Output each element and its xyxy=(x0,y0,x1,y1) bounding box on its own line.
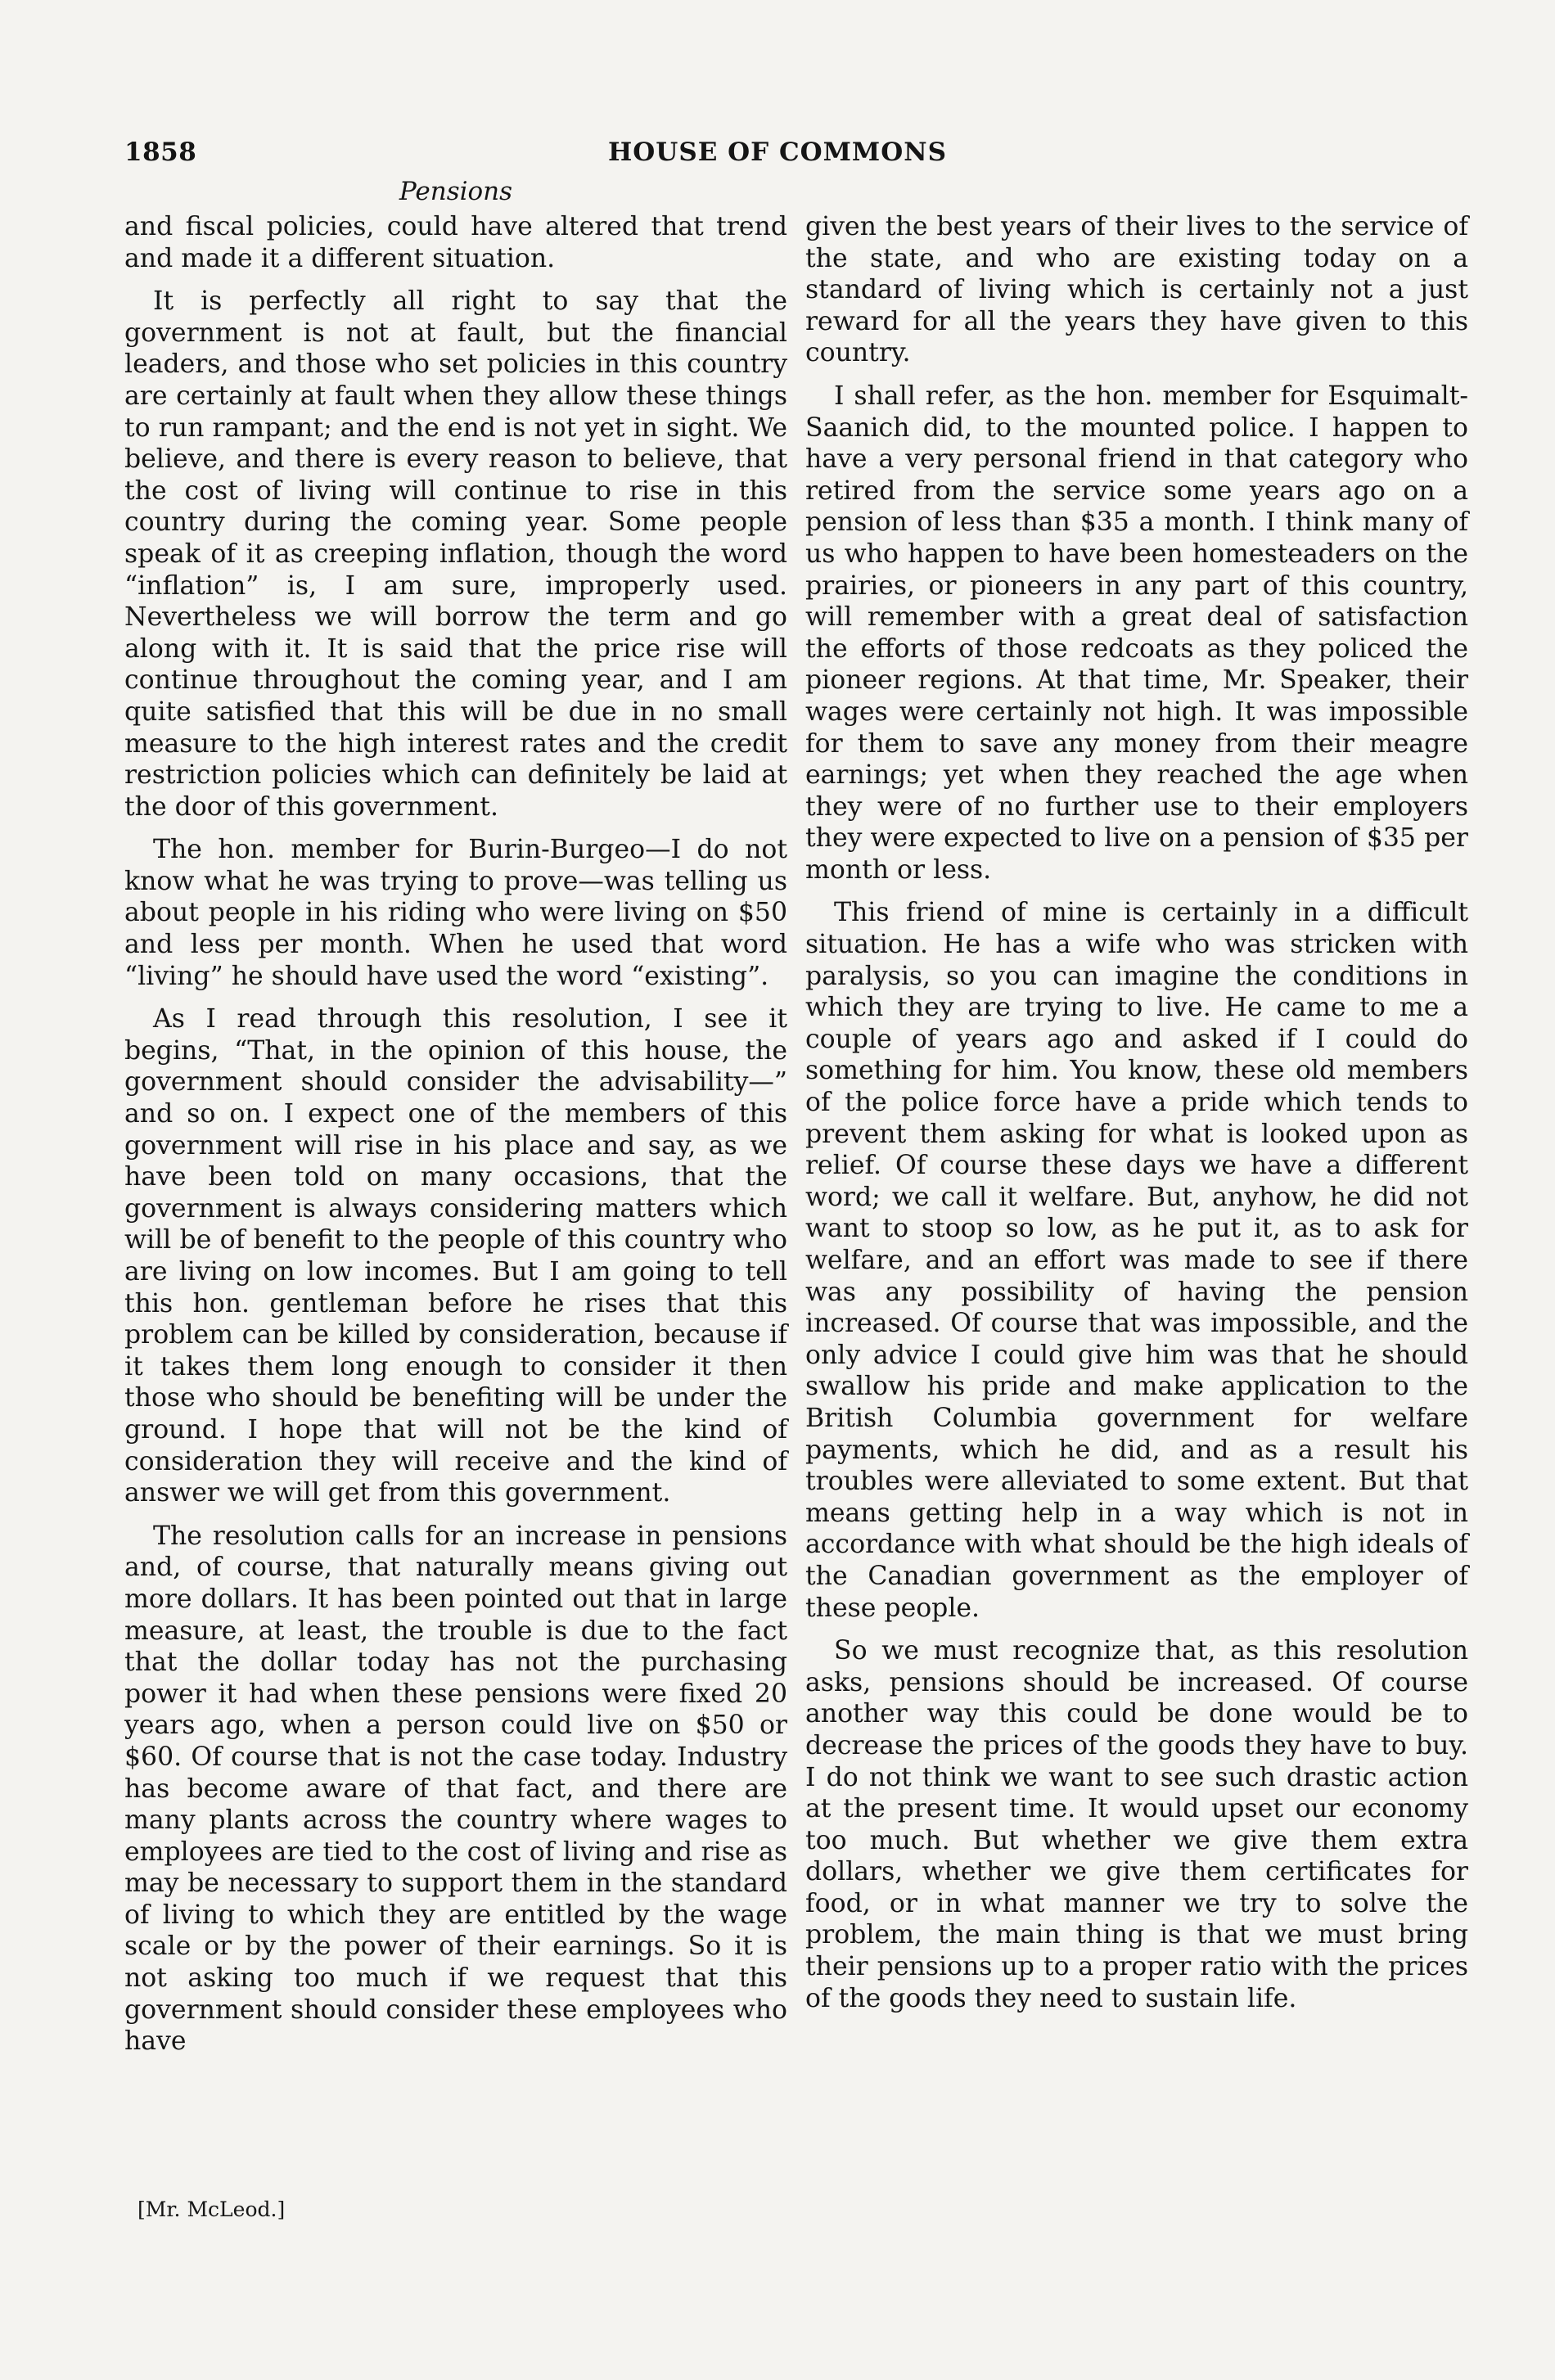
running-head: HOUSE OF COMMONS xyxy=(608,137,947,167)
right-column xyxy=(805,211,1468,2026)
paragraph: The resolution calls for an increase in pensions and, of course, that naturally means giving out more dollars. It has been pointed out that in large measure, at least, the trouble is due to the fact that the dollar today has not the purchasing power it had when these pensions were fixed 20 years ago, when a person could live on $50 or $60. Of course that is not the case today. Industry has become aware of that fact, and there are many plants across the country where wages to employees are tied to the cost of living and rise as may be necessary to support them in the standard of living to which they are entitled by the wage scale or by the power of their earnings. So it is not asking too much if we request that this government should consider these employees who have xyxy=(124,1521,787,2057)
paragraph: and fiscal policies, could have altered that trend and made it a different situation. xyxy=(124,212,787,273)
paragraph: The hon. member for Burin-Burgeo—I do not know what he was trying to prove—was telling us about people in his riding who were living on $50 and less per month. When he used that word “living” he should have used the word “existing”. xyxy=(124,835,787,991)
paragraph: So we must recognize that, as this resolution asks, pensions should be increased. Of course another way this could be done would be to decrease the prices of the goods they have to buy. I do not think we want to see such drastic action at the present time. It would upset our economy too much. But whether we give them extra dollars, whether we give them certificates for food, or in what manner we try to solve the problem, the main thing is that we must bring their pensions up to a proper ratio with the prices of the goods they need to sustain life. xyxy=(805,1636,1468,2013)
page-number: 1858 xyxy=(124,137,197,167)
paragraph: It is perfectly all right to say that the government is not at fault, but the financial leaders, and those who set policies in this country are certainly at fault when they allow these things to run rampant; and the end is not yet in sight. We believe, and there is every reason to believe, that the cost of living will continue to rise in this country during the coming year. Some people speak of it as creeping inflation, though the word “inflation” is, I am sure, improperly used. Nevertheless we will borrow the term and go along with it. It is said that the price rise will continue throughout the coming year, and I am quite satisfied that this will be due in no small measure to the high interest rates and the credit restriction policies which can definitely be laid at the door of this government. xyxy=(124,286,787,822)
paragraph: This friend of mine is certainly in a difficult situation. He has a wife who was stricken with paralysis, so you can imagine the conditions in which they are trying to live. He came to me a couple of years ago and asked if I could do something for him. You know, these old members of the police force have a pride which tends to prevent them asking for what is looked upon as relief. Of course these days we have a different word; we call it welfare. But, anyhow, he did not want to stoop so low, as he put it, as to ask for welfare, and an effort was made to see if there was any possibility of having the pension increased. Of course that was impossible, and the only advice I could give him was that he should swallow his pride and make application to the British Columbia government for welfare payments, which he did, and as a result his troubles were alleviated to some extent. But that means getting help in a way which is not in accordance with what should be the high ideals of the Canadian government as the employer of these people. xyxy=(805,898,1468,1623)
paragraph: I shall refer, as the hon. member for Esquimalt-Saanich did, to the mounted police. I happen to have a very personal friend in that category who retired from the service some years ago on a pension of less than $35 a month. I think many of us who happen to have been homesteaders on the prairies, or pioneers in any part of this country, will remember with a great deal of satisfaction the efforts of those redcoats as they policed the pioneer regions. At that time, Mr. Speaker, their wages were certainly not high. It was impossible for them to save any money from their meagre earnings; yet when they reached the age when they were of no further use to their employers they were expected to live on a pension of $35 per month or less. xyxy=(805,381,1468,885)
left-column xyxy=(124,211,787,2069)
paragraph: As I read through this resolution, I see it begins, “That, in the opinion of this house, the government should consider the advisability—” and so on. I expect one of the members of this government will rise in his place and say, as we have been told on many occasions, that the government is always considering matters which will be of benefit to the people of this country who are living on low incomes. But I am going to tell this hon. gentleman before he rises that this problem can be killed by consideration, because if it takes them long enough to consider it then those who should be benefiting will be under the ground. I hope that will not be the kind of consideration they will receive and the kind of answer we will get from this government. xyxy=(124,1004,787,1508)
paragraph: given the best years of their lives to the service of the state, and who are existing today on a standard of living which is certainly not a just reward for all the years they have given to this country. xyxy=(805,212,1468,368)
speaker-note: [Mr. McLeod.] xyxy=(137,2197,286,2221)
section-title: Pensions xyxy=(399,177,513,206)
